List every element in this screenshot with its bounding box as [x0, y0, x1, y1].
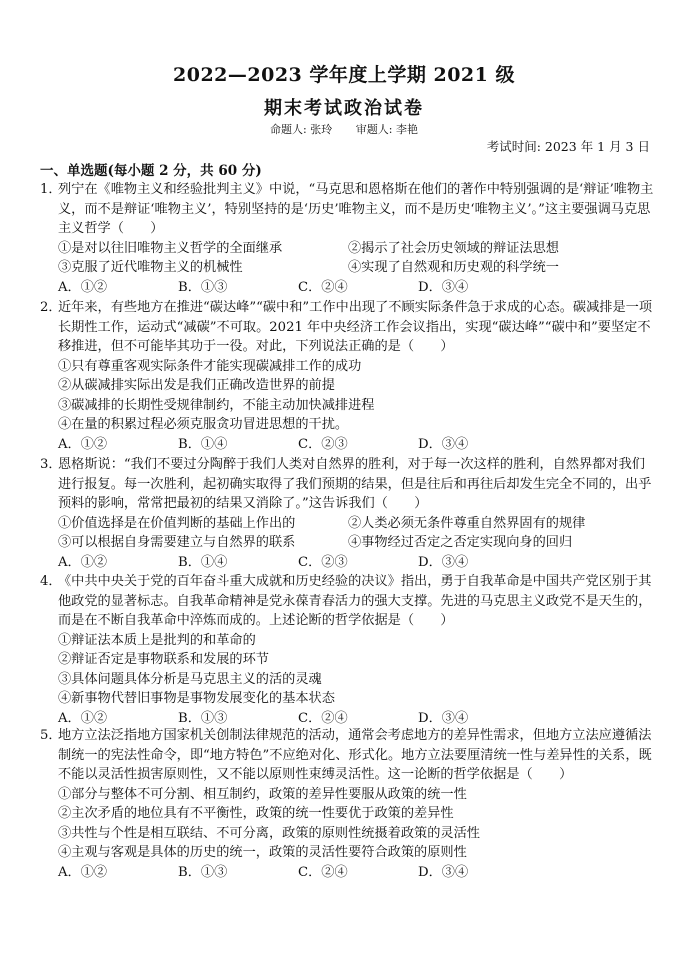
question-stem: 恩格斯说：“我们不要过分陶醉于我们人类对自然界的胜利，对于每一次这样的胜利，自然界都对我们进行报复。每一次胜利，起初确实取得了我们预期的结果，但是往后和再往后却发生完全不同的，出乎预料的影响，常常把最初的结果又消除了。”这告诉我们（ ） [58, 457, 652, 511]
option-list [58, 785, 658, 863]
answer-choices [58, 435, 658, 455]
answer-choice-c: C．②③ [298, 554, 348, 570]
answer-choices [58, 863, 658, 883]
question-number: 3． [40, 457, 62, 472]
question-number: 1． [40, 182, 62, 197]
question-3 [40, 455, 658, 572]
option-item: ①价值选择是在价值判断的基础上作出的 [58, 515, 296, 531]
option-item: ④事物经过否定之否定实现向身的回归 [348, 535, 573, 550]
question-number: 5． [40, 728, 62, 743]
exam-time: 考试时间: 2023 年 1 月 3 日 [486, 139, 650, 154]
answer-choices [58, 278, 658, 298]
reviewer-label: 审题人: 李艳 [355, 123, 418, 136]
answer-choice-a: A．①② [58, 436, 108, 452]
question-number: 4． [40, 574, 62, 589]
answer-choice-c: C．②③ [298, 436, 348, 452]
option-list [58, 239, 658, 278]
option-item: ①辩证法本质上是批判的和革命的 [58, 632, 256, 648]
option-item: ③具体问题具体分析是马克思主义的活的灵魂 [58, 671, 322, 687]
option-item: ②从碳减排实际出发是我们正确改造世界的前提 [58, 378, 335, 393]
answer-choice-c: C．②④ [298, 864, 348, 880]
question-stem: 列宁在《唯物主义和经验批判主义》中说，“马克思和恩格斯在他们的著作中特别强调的是‘辩证’唯物主义，而不是辩证‘唯物主义’，特别坚持的是‘历史’唯物主义，而不是历史‘唯物主义’。”这主要强调马克思主义哲学（ ） [58, 182, 654, 236]
option-list [58, 631, 658, 709]
answer-choice-d: D．③④ [418, 279, 469, 295]
option-item: ②主次矛盾的地位具有不平衡性，政策的统一性要优于政策的差异性 [58, 806, 454, 821]
exam-title: 2022—2023 学年度上学期 2021 级 [173, 64, 515, 86]
answer-choice-b: B．①③ [178, 710, 228, 726]
option-item: ①是对以往旧唯物主义哲学的全面继承 [58, 240, 283, 256]
option-item: ①部分与整体不可分割、相互制约，政策的差异性要服从政策的统一性 [58, 786, 467, 802]
question-1 [40, 180, 658, 297]
question-stem: 《中共中央关于党的百年奋斗重大成就和历史经验的决议》指出，勇于自我革命是中国共产党区别于其他政党的显著标志。自我革命精神是党永葆青春活力的强大支撑。先进的马克思主义政党不是天生的，而是在不断自我革命中淬炼而成的。上述论断的哲学依据是（ ） [58, 574, 652, 628]
answer-choices [58, 553, 658, 573]
option-item: ④实现了自然观和历史观的科学统一 [348, 260, 559, 275]
question-stem: 地方立法泛指地方国家机关创制法律规范的活动，通常会考虑地方的差异性需求，但地方立法应遵循法制统一的宪法性命令，即“地方特色”不应绝对化、形式化。地方立法要厘清统一性与差异性的关系，既不能以灵活性损害原则性，又不能以原则性束缚灵活性。这一论断的哲学依据是（ ） [58, 728, 652, 782]
option-item: ④新事物代替旧事物是事物发展变化的基本状态 [58, 691, 335, 706]
answer-choice-a: A．①② [58, 710, 108, 726]
exam-subtitle: 期末考试政治试卷 [264, 98, 424, 119]
option-item: ②揭示了社会历史领域的辩证法思想 [348, 240, 559, 256]
answer-choice-b: B．①③ [178, 279, 228, 295]
answer-choice-d: D．③④ [418, 436, 469, 452]
option-item: ③共性与个性是相互联结、不可分离，政策的原则性统摄着政策的灵活性 [58, 825, 480, 841]
answer-choice-d: D．③④ [418, 710, 469, 726]
option-item: ④在量的积累过程必须克服贪功冒进思想的干扰。 [58, 417, 349, 432]
option-list [58, 514, 658, 553]
answer-choice-a: A．①② [58, 279, 108, 295]
answer-choice-b: B．①③ [178, 864, 228, 880]
question-number: 2． [40, 300, 62, 315]
option-item: ②辩证否定是事物联系和发展的环节 [58, 652, 269, 667]
answer-choice-a: A．①② [58, 864, 108, 880]
answer-choice-b: B．①④ [178, 554, 228, 570]
option-item: ③克服了近代唯物主义的机械性 [58, 260, 243, 275]
option-list [58, 357, 658, 435]
question-2 [40, 298, 658, 454]
question-stem: 近年来，有些地方在推进“碳达峰”“碳中和”工作中出现了不顾实际条件急于求成的心态。碳减排是一项长期性工作，运动式“减碳”不可取。2021 年中央经济工作会议指出，实现“碳达峰”“碳中和”要坚定不移推进，但不可能毕其功于一役。对此，下列说法正确的是（ ） [58, 300, 653, 354]
authors-line [0, 121, 688, 137]
answer-choice-b: B．①④ [178, 436, 228, 452]
answer-choice-d: D．③④ [418, 554, 469, 570]
setter-label: 命题人: 张玲 [270, 123, 333, 136]
answer-choice-a: A．①② [58, 554, 108, 570]
option-item: ②人类必须无条件尊重自然界固有的规律 [348, 515, 586, 531]
option-item: ③可以根据自身需要建立与自然界的联系 [58, 535, 296, 550]
section-heading: 一、单选题(每小题 2 分，共 60 分) [40, 163, 262, 179]
question-5 [40, 726, 658, 882]
option-item: ①只有尊重客观实际条件才能实现碳减排工作的成功 [58, 358, 362, 374]
answer-choice-d: D．③④ [418, 864, 469, 880]
answer-choice-c: C．②④ [298, 710, 348, 726]
option-item: ④主观与客观是具体的历史的统一，政策的灵活性要符合政策的原则性 [58, 845, 467, 860]
answer-choice-c: C．②④ [298, 279, 348, 295]
option-item: ③碳减排的长期性受规律制约，不能主动加快减排进程 [58, 397, 375, 413]
question-4 [40, 572, 658, 728]
